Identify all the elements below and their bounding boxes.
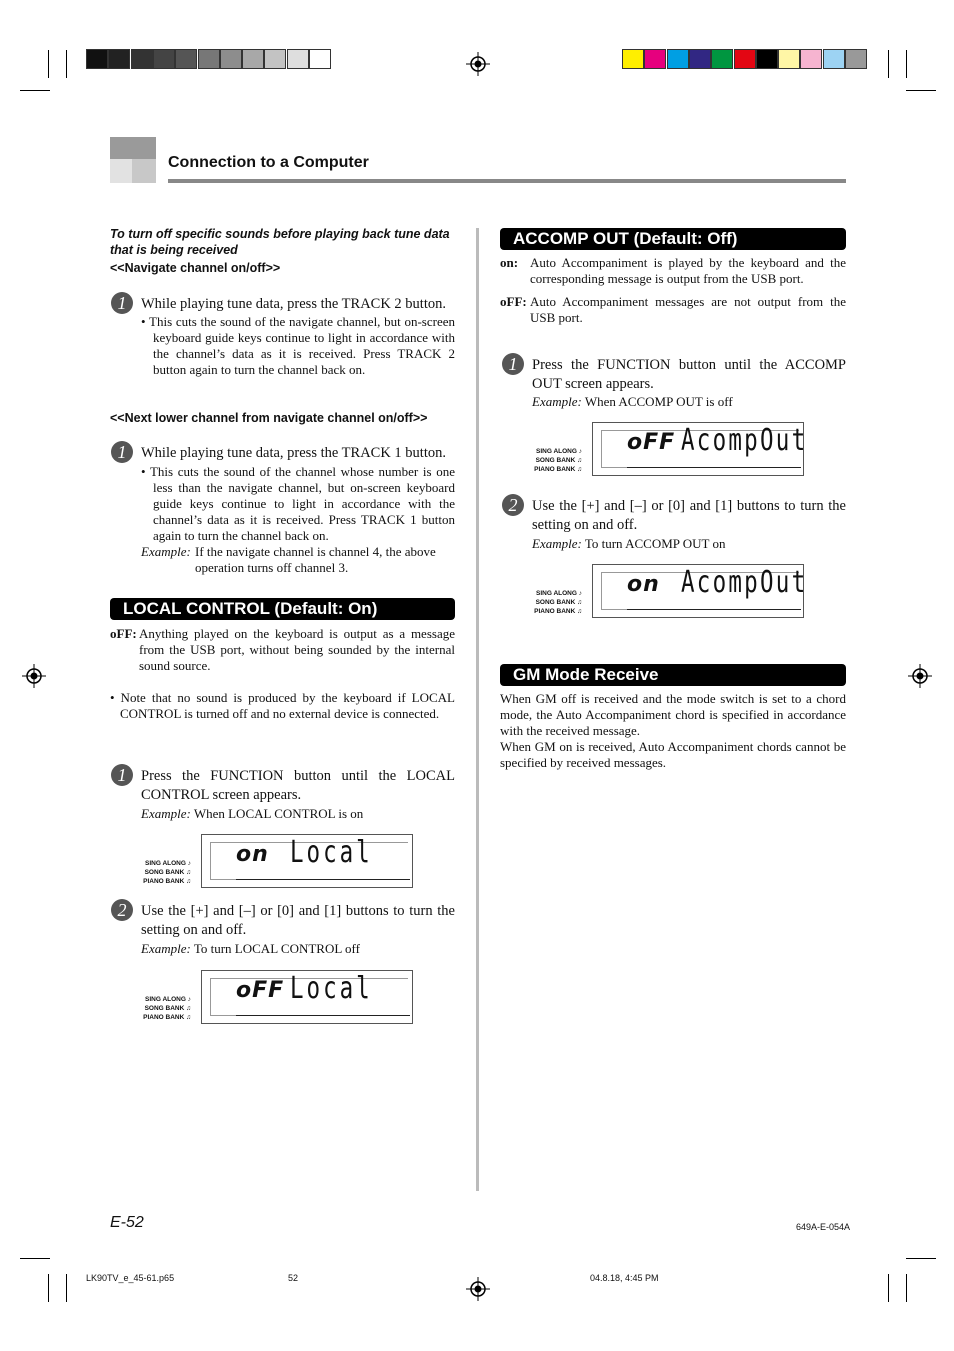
registration-target-icon (22, 664, 46, 688)
gray-swatch (175, 49, 197, 69)
lcd-side-labels: SING ALONG ♪ SONG BANK ♫ PIANO BANK ♫ (534, 448, 582, 473)
color-swatch (823, 49, 845, 69)
lcd-word-text: Local (290, 835, 373, 870)
step-text: Use the [+] and [–] or [0] and [1] buttons to turn the setting on and off. (141, 903, 455, 938)
gm-mode-section-bar: GM Mode Receive (500, 664, 846, 686)
step-text: While playing tune data, press the TRACK 1 button. (141, 445, 446, 461)
example-label: Example: (141, 941, 191, 956)
header-tab-icon (110, 137, 156, 183)
gray-swatch (131, 49, 153, 69)
example-text: To turn LOCAL CONTROL off (193, 941, 360, 956)
color-swatch (644, 49, 666, 69)
step-text: Press the FUNCTION button until the ACCOMP OUT screen appears. (532, 357, 846, 392)
off-description: Anything played on the keyboard is output as a message from the USB port, without being sounded by the internal sound source. (139, 626, 455, 673)
on-label: on: (500, 255, 519, 270)
example-text: When LOCAL CONTROL is on (193, 806, 364, 821)
color-swatch (734, 49, 756, 69)
local-control-section-bar: LOCAL CONTROL (Default: On) (110, 598, 455, 620)
step-number: 2 (111, 899, 133, 921)
example-text: If the navigate channel is channel 4, the above operation turns off channel 3. (195, 544, 436, 575)
example-label: Example: (141, 544, 191, 559)
bullet-text: • This cuts the sound of the navigate channel, but on-screen keyboard guide keys continue to light in accordance with the channel’s data as it is received. Press TRACK 2 button again to turn the channel back on. (141, 314, 455, 377)
example-text: To turn ACCOMP OUT on (584, 536, 726, 551)
lcd-state-text: on (236, 842, 269, 867)
example-label-text: Example (141, 544, 187, 559)
lcd-state-text: on (627, 572, 660, 597)
color-swatch (667, 49, 689, 69)
column-divider (476, 228, 479, 1191)
example-line (532, 394, 733, 410)
color-swatch (689, 49, 711, 69)
lcd-state-text: oFF (627, 430, 676, 455)
file-date: 04.8.18, 4:45 PM (590, 1273, 659, 1283)
gray-swatch (264, 49, 286, 69)
color-swatch (778, 49, 800, 69)
color-swatch (756, 49, 778, 69)
bullet-text: • This cuts the sound of the channel whose number is one less than the navigate channel, but on-screen keyboard guide keys continue to light in accordance with the channel’s data as it is received. Press TRACK 1 button again to turn the channel back on. (141, 464, 455, 543)
gray-swatch (153, 49, 175, 69)
on-description: Auto Accompaniment is played by the keyboard and the corresponding message is output from the USB port. (530, 255, 846, 286)
gray-swatch (198, 49, 220, 69)
step-text: Press the FUNCTION button until the LOCAL CONTROL screen appears. (141, 768, 455, 803)
lcd-display (201, 970, 413, 1024)
document-code: 649A-E-054A (796, 1222, 851, 1232)
file-name: LK90TV_e_45-61.p65 (86, 1273, 175, 1283)
example-text: When ACCOMP OUT is off (584, 394, 733, 409)
lcd-word-text: AcompOut (681, 423, 808, 458)
gray-swatch (220, 49, 242, 69)
example-label: Example: (141, 806, 191, 821)
color-swatch (845, 49, 867, 69)
page-number: E-52 (110, 1214, 144, 1231)
step-number: 1 (111, 764, 133, 786)
color-swatch (622, 49, 644, 69)
navigate-heading: <<Navigate channel on/off>> (110, 261, 281, 275)
step-number: 1 (111, 441, 133, 463)
registration-target-icon (908, 664, 932, 688)
gm-paragraph-2: When GM on is received, Auto Accompaniment chords cannot be specified by received messages. (500, 739, 846, 770)
gray-swatch (309, 49, 331, 69)
step-text: While playing tune data, press the TRACK 2 button. (141, 296, 446, 312)
lcd-word-text: AcompOut (681, 565, 808, 600)
lcd-side-labels: SING ALONG ♪ SONG BANK ♫ PIANO BANK ♫ (143, 996, 191, 1021)
gray-swatch (242, 49, 264, 69)
example-label: Example: (532, 536, 582, 551)
registration-target-icon (466, 1277, 490, 1301)
gray-swatch (86, 49, 108, 69)
lcd-display (592, 564, 808, 618)
example-line (532, 536, 726, 552)
off-label: oFF: (110, 626, 137, 641)
off-description: Auto Accompaniment messages are not output from the USB port. (530, 294, 846, 325)
lower-channel-heading: <<Next lower channel from navigate channel on/off>> (110, 411, 428, 425)
lcd-display (592, 422, 808, 476)
file-page-number: 52 (288, 1273, 299, 1283)
gm-paragraph-1: When GM off is received and the mode switch is set to a chord mode, the Auto Accompaniment chord is specified in accordance with the received message. (500, 691, 846, 738)
lcd-side-labels: SING ALONG ♪ SONG BANK ♫ PIANO BANK ♫ (143, 860, 191, 885)
note-text: • Note that no sound is produced by the keyboard if LOCAL CONTROL is turned off and no external device is connected. (110, 690, 455, 721)
header-rule (168, 179, 846, 183)
example-label: Example: (532, 394, 582, 409)
step-number: 1 (502, 353, 524, 375)
step-text: Use the [+] and [–] or [0] and [1] buttons to turn the setting on and off. (532, 498, 846, 533)
gray-swatch (108, 49, 130, 69)
registration-target-icon (466, 52, 490, 76)
step-number: 1 (111, 292, 133, 314)
page-title: Connection to a Computer (168, 154, 369, 171)
color-swatch (800, 49, 822, 69)
example-line (141, 941, 360, 957)
lcd-display (201, 834, 413, 888)
color-swatch (711, 49, 733, 69)
off-label: oFF: (500, 294, 527, 309)
lcd-side-labels: SING ALONG ♪ SONG BANK ♫ PIANO BANK ♫ (534, 590, 582, 615)
example-line (141, 806, 363, 822)
accomp-out-section-bar: ACCOMP OUT (Default: Off) (500, 228, 846, 250)
step-number: 2 (502, 494, 524, 516)
lcd-state-text: oFF (236, 978, 285, 1003)
intro-title: To turn off specific sounds before playing back tune data that is being received (110, 227, 450, 257)
gray-swatch (287, 49, 309, 69)
lcd-word-text: Local (290, 971, 373, 1006)
